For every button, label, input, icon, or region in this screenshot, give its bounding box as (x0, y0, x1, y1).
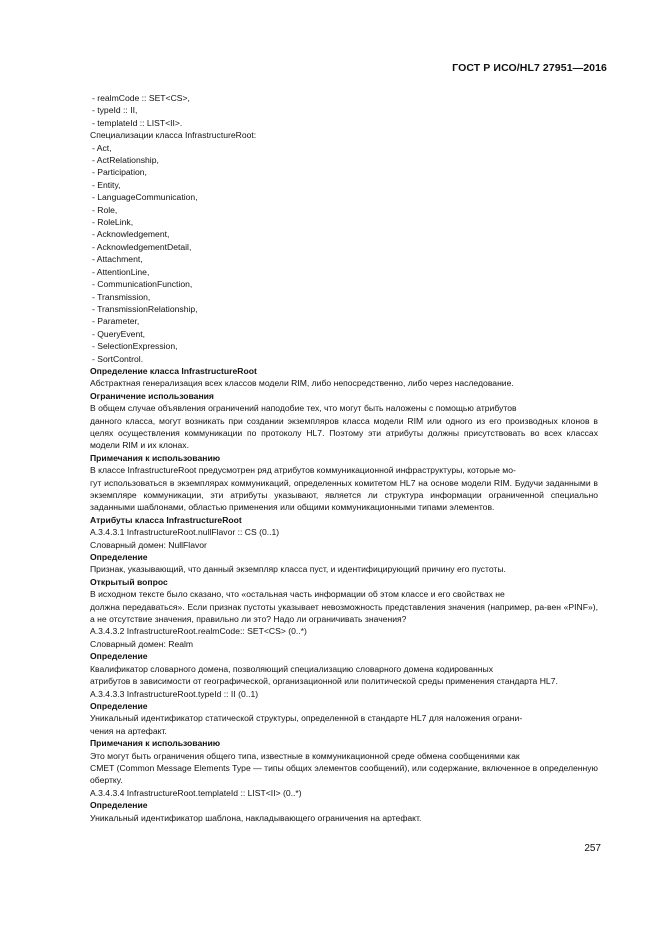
specialization-item: - Transmission, (92, 291, 151, 302)
paragraph-first-line: В исходном тексте было сказано, что «остальная часть информации об этом классе и его свойствах не (90, 589, 505, 600)
specialization-item: - Act, (92, 142, 112, 153)
paragraph: Признак, указывающий, что данный экземпляр класса пуст, и идентифицирующий причину его пустоты. (90, 564, 506, 575)
paragraph: Абстрактная генерализация всех классов модели RIM, либо непосредственно, либо через наследование. (90, 378, 514, 389)
paragraph: A.3.4.3.1 InfrastructureRoot.nullFlavor :: CS (0..1) (90, 527, 280, 538)
paragraph: Словарный домен: Realm (90, 638, 194, 649)
section-heading: Атрибуты класса InfrastructureRoot (90, 514, 242, 525)
section-heading: Ограничение использования (90, 390, 214, 401)
content-blocks (90, 365, 598, 824)
paragraph-first-line: Уникальный идентификатор статической структуры, определенной в стандарте HL7 для наложения ограни- (90, 713, 523, 724)
paragraph-continuation: гут использоваться в экземплярах коммуникаций, определенных комитетом HL7 на основе модели RIM. Будучи заданными в экземпляре коммуникации, эти атрибуты указывают, является ли структура информации ограниченной специально заданными шаблонами, областью применения или общими коммуникационными типами элементов. (90, 477, 598, 513)
section-heading: Определение (90, 552, 148, 563)
standard-header: ГОСТ Р ИСО/HL7 27951—2016 (452, 62, 607, 74)
paragraph: A.3.4.3.4 InfrastructureRoot.templateId :: LIST<II> (0..*) (90, 787, 302, 798)
paragraph-continuation: CMET (Common Message Elements Type — типы общих элементов сообщений), или содержание, включенное в определенную обертку. (90, 762, 598, 786)
specialization-item: - SortControl. (92, 353, 144, 364)
page-number: 257 (584, 843, 601, 854)
paragraph-first-line: Квалификатор словарного домена, позволяющий специализацию словарного домена кодированных (90, 663, 494, 674)
section-heading: Открытый вопрос (90, 576, 168, 587)
paragraph-continuation: данного класса, могут возникать при создании экземпляров класса модели RIM или одного из его производных клонов в целях осуществления коммуникации по протоколу HL7. Поэтому эти атрибуты должны присутствовать во всех классах модели RIM и их клонах. (90, 415, 598, 451)
specialization-item: - Acknowledgement, (92, 229, 170, 240)
specialization-item: - Attachment, (92, 254, 143, 265)
section-heading: Определение (90, 800, 148, 811)
specialization-item: - Role, (92, 204, 118, 215)
specialization-item: - QueryEvent, (92, 328, 146, 339)
paragraph-continuation: должна передаваться». Если признак пустоты указывает невозможность представления значения (например, ра-вен «PINF»), а не отсутствие значения, правильно ли это? Надо ли ограничивать значения? (90, 601, 598, 625)
specializations-list (90, 142, 598, 365)
paragraph-first-line: В общем случае объявления ограничений наподобие тех, что могут быть наложены с помощью атрибутов (90, 403, 517, 414)
specialization-item: - CommunicationFunction, (92, 279, 193, 290)
document-body (90, 92, 598, 824)
paragraph: A.3.4.3.3 InfrastructureRoot.typeId :: II (0..1) (90, 688, 259, 699)
paragraph-continuation: чения на артефакт. (90, 725, 167, 736)
section-heading: Определение (90, 651, 148, 662)
section-heading: Определение класса InfrastructureRoot (90, 365, 257, 376)
list-item: - templateId :: LIST<II>. (92, 117, 183, 128)
section-heading: Примечания к использованию (90, 738, 221, 749)
paragraph: Уникальный идентификатор шаблона, накладывающего ограничения на артефакт. (90, 812, 422, 823)
specializations-title: Специализации класса InfrastructureRoot: (90, 130, 257, 141)
specialization-item: - Parameter, (92, 316, 140, 327)
section-heading: Определение (90, 700, 148, 711)
attribute-list (90, 92, 598, 129)
paragraph: A.3.4.3.2 InfrastructureRoot.realmCode:: SET<CS> (0..*) (90, 626, 307, 637)
section-heading: Примечания к использованию (90, 452, 221, 463)
paragraph-first-line: В классе InfrastructureRoot предусмотрен ряд атрибутов коммуникационной инфраструктуры, которые мо- (90, 465, 516, 476)
specialization-item: - AcknowledgementDetail, (92, 241, 192, 252)
specialization-item: - Entity, (92, 179, 121, 190)
list-item: - realmCode :: SET<CS>, (92, 93, 190, 103)
specialization-item: - ActRelationship, (92, 155, 159, 166)
specialization-item: - Participation, (92, 167, 147, 178)
specialization-item: - SelectionExpression, (92, 341, 178, 352)
paragraph-first-line: Это могут быть ограничения общего типа, известные в коммуникационной среде обмена сообщениями как (90, 750, 520, 761)
paragraph-continuation: атрибутов в зависимости от географической, организационной или политической среды применения стандарта HL7. (90, 676, 558, 687)
specialization-item: - TransmissionRelationship, (92, 303, 198, 314)
specialization-item: - LanguageCommunication, (92, 192, 198, 203)
specialization-item: - RoleLink, (92, 217, 134, 228)
list-item: - typeId :: II, (92, 105, 138, 116)
paragraph: Словарный домен: NullFlavor (90, 539, 207, 550)
specialization-item: - AttentionLine, (92, 266, 150, 277)
